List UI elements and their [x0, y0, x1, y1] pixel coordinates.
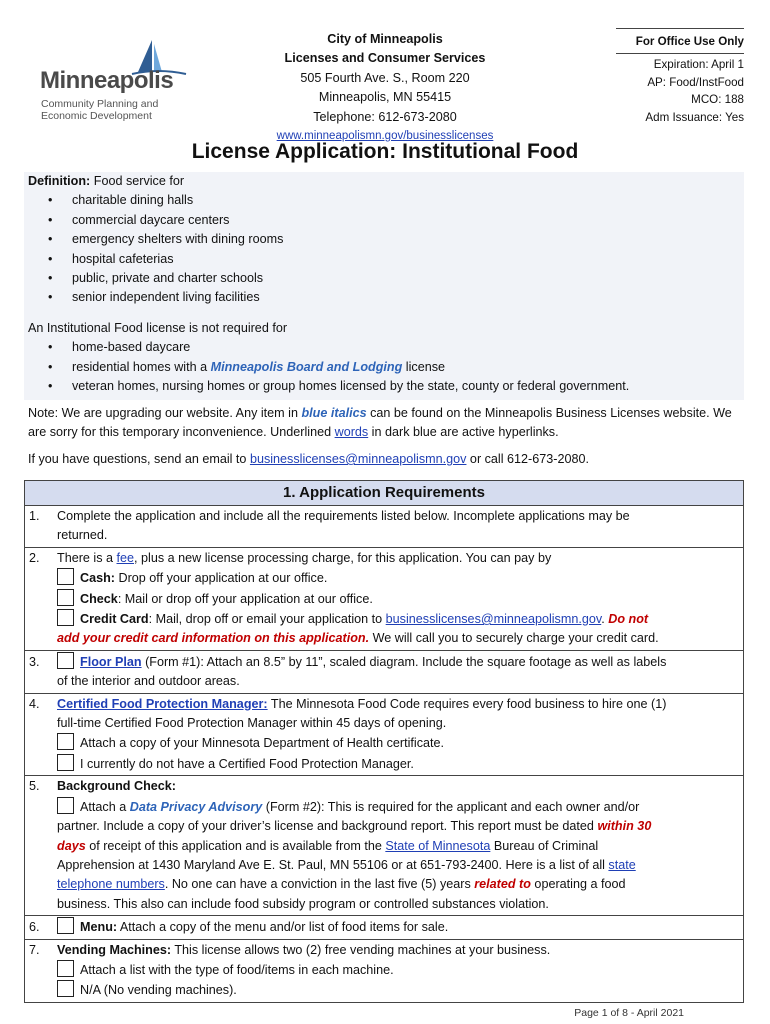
list-item: • veteran homes, nursing homes or group homes licensed by the state, county or federal government.: [28, 377, 744, 396]
agency-division: Licenses and Consumer Services: [284, 51, 486, 66]
list-item: • home-based daycare: [28, 338, 744, 357]
office-use-title: For Office Use Only: [616, 28, 744, 54]
table-row: 3. Floor Plan (Form #1): Attach an 8.5” by 11”, scaled diagram. Include the square footage as well as labels of the interior and outdoor areas.: [25, 650, 744, 693]
menu-checkbox[interactable]: [57, 917, 74, 934]
logo-subtitle: Community Planning and Economic Development: [41, 98, 159, 122]
agency-city: Minneapolis, MN 55415: [318, 90, 452, 105]
vending-na-checkbox[interactable]: [57, 980, 74, 997]
website-note: Note: We are upgrading our website. Any item in blue italics can be found on the Minneapolis Business Licenses website. We are sorry for this temporary inconvenience. Underlined words in dark blue are active hyperlinks.: [28, 406, 732, 440]
definition-label: Definition:: [28, 174, 91, 188]
contact-email-link[interactable]: businesslicenses@minneapolismn.gov: [249, 452, 467, 466]
requirements-table: [24, 480, 744, 1003]
list-item: • commercial daycare centers: [28, 211, 744, 230]
cfpm-attach-checkbox[interactable]: [57, 733, 74, 750]
agency-website-link[interactable]: www.minneapolismn.gov/businesslicenses: [276, 130, 494, 143]
blue-italics-sample: blue italics: [301, 406, 367, 420]
exclusions-list: [28, 338, 744, 396]
credit-card-warning: add your credit card information on this application.: [57, 631, 370, 646]
minneapolis-logo: [40, 40, 190, 130]
office-ap: AP: Food/InstFood: [647, 75, 744, 89]
exclusions-section: [28, 319, 744, 397]
floor-plan-checkbox[interactable]: [57, 652, 74, 669]
cfpm-link[interactable]: Certified Food Protection Manager:: [57, 696, 268, 711]
logo-wordmark: Minneapolis: [40, 67, 174, 94]
table-row: 1. Complete the application and include all the requirements listed below. Incomplete applications may be returned.: [25, 506, 744, 548]
definition-lead: Food service for: [90, 174, 185, 188]
table-row: 6. Menu: Attach a copy of the menu and/or list of food items for sale.: [25, 916, 744, 939]
page-title: License Application: Institutional Food: [191, 140, 579, 163]
requirements-heading: 1. Application Requirements: [25, 481, 744, 506]
list-item: • emergency shelters with dining rooms: [28, 230, 744, 249]
definition-section: [28, 172, 744, 308]
state-link[interactable]: state: [608, 857, 636, 872]
cash-checkbox[interactable]: [57, 568, 74, 585]
list-item: • public, private and charter schools: [28, 269, 744, 288]
list-item: • residential homes with a Minneapolis Board and Lodging license: [28, 358, 744, 377]
telephone-numbers-link[interactable]: telephone numbers: [57, 877, 165, 892]
list-item: • hospital cafeterias: [28, 250, 744, 269]
cfpm-none-checkbox[interactable]: [57, 754, 74, 771]
office-adm: Adm Issuance: Yes: [645, 110, 744, 124]
table-row: 4. Certified Food Protection Manager: The Minnesota Food Code requires every food business to hire one (1) full-time Certified Food Protection Manager within 45 days of opening. Attach a copy of your Minnesota Department of Health certificate. I currently do not have a Certified Food Protection Manager.: [25, 693, 744, 776]
agency-phone: Telephone: 612-673-2080: [313, 109, 457, 124]
board-lodging-ref: Minneapolis Board and Lodging: [210, 359, 403, 374]
office-use-box: [616, 28, 744, 126]
check-checkbox[interactable]: [57, 589, 74, 606]
floor-plan-link[interactable]: Floor Plan: [80, 654, 142, 669]
credit-card-checkbox[interactable]: [57, 609, 74, 626]
background-check-checkbox[interactable]: [57, 797, 74, 814]
table-row: 5. Background Check: Attach a Data Privacy Advisory (Form #2): This is required for the applicant and each owner and/or partner. Include a copy of your driver’s license and background report. This report must be dated within 30 days of receipt of this application and is available from the State of Minnesota Bureau of Criminal Apprehension at 1430 Maryland Ave E. St. Paul, MN 55106 or at 651-793-2400. Here is a list of all state telephone numbers. No one can have a conviction in the last five (5) years related to operating a food business. This also can include food subsidy program or controlled substances violation.: [25, 776, 744, 916]
fee-link[interactable]: fee: [116, 550, 135, 565]
office-mco: MCO: 188: [691, 93, 744, 107]
exclusions-lead: An Institutional Food license is not required for: [28, 321, 288, 335]
agency-address: [270, 30, 500, 146]
definition-list: [28, 191, 744, 307]
page-footer: Page 1 of 8 - April 2021: [574, 1007, 684, 1019]
words-link[interactable]: words: [334, 425, 369, 440]
contact-line: If you have questions, send an email to businesslicenses@minneapolismn.gov or call 612-673-2080.: [28, 452, 589, 466]
office-expiration: Expiration: April 1: [653, 58, 744, 72]
table-row: 2. There is a fee, plus a new license processing charge, for this application. You can pay by Cash: Drop off your application at our office. Check: Mail or drop off your application at our office. Credit Card: Mail, drop off or email your application to businesslicenses@minneapolismn.gov. Do not add your credit card information on this application. We will call you to securely charge your credit card.: [25, 547, 744, 650]
table-row: 7. Vending Machines: This license allows two (2) free vending machines at your business. Attach a list with the type of food/items in each machine. N/A (No vending machines).: [25, 939, 744, 1002]
list-item: • senior independent living facilities: [28, 288, 744, 307]
agency-street: 505 Fourth Ave. S., Room 220: [300, 70, 470, 85]
vending-list-checkbox[interactable]: [57, 960, 74, 977]
state-of-minnesota-link[interactable]: State of Minnesota: [385, 838, 491, 853]
agency-name: City of Minneapolis: [327, 32, 443, 46]
credit-card-email-link[interactable]: businesslicenses@minneapolismn.gov: [385, 612, 602, 627]
list-item: • charitable dining halls: [28, 191, 744, 210]
